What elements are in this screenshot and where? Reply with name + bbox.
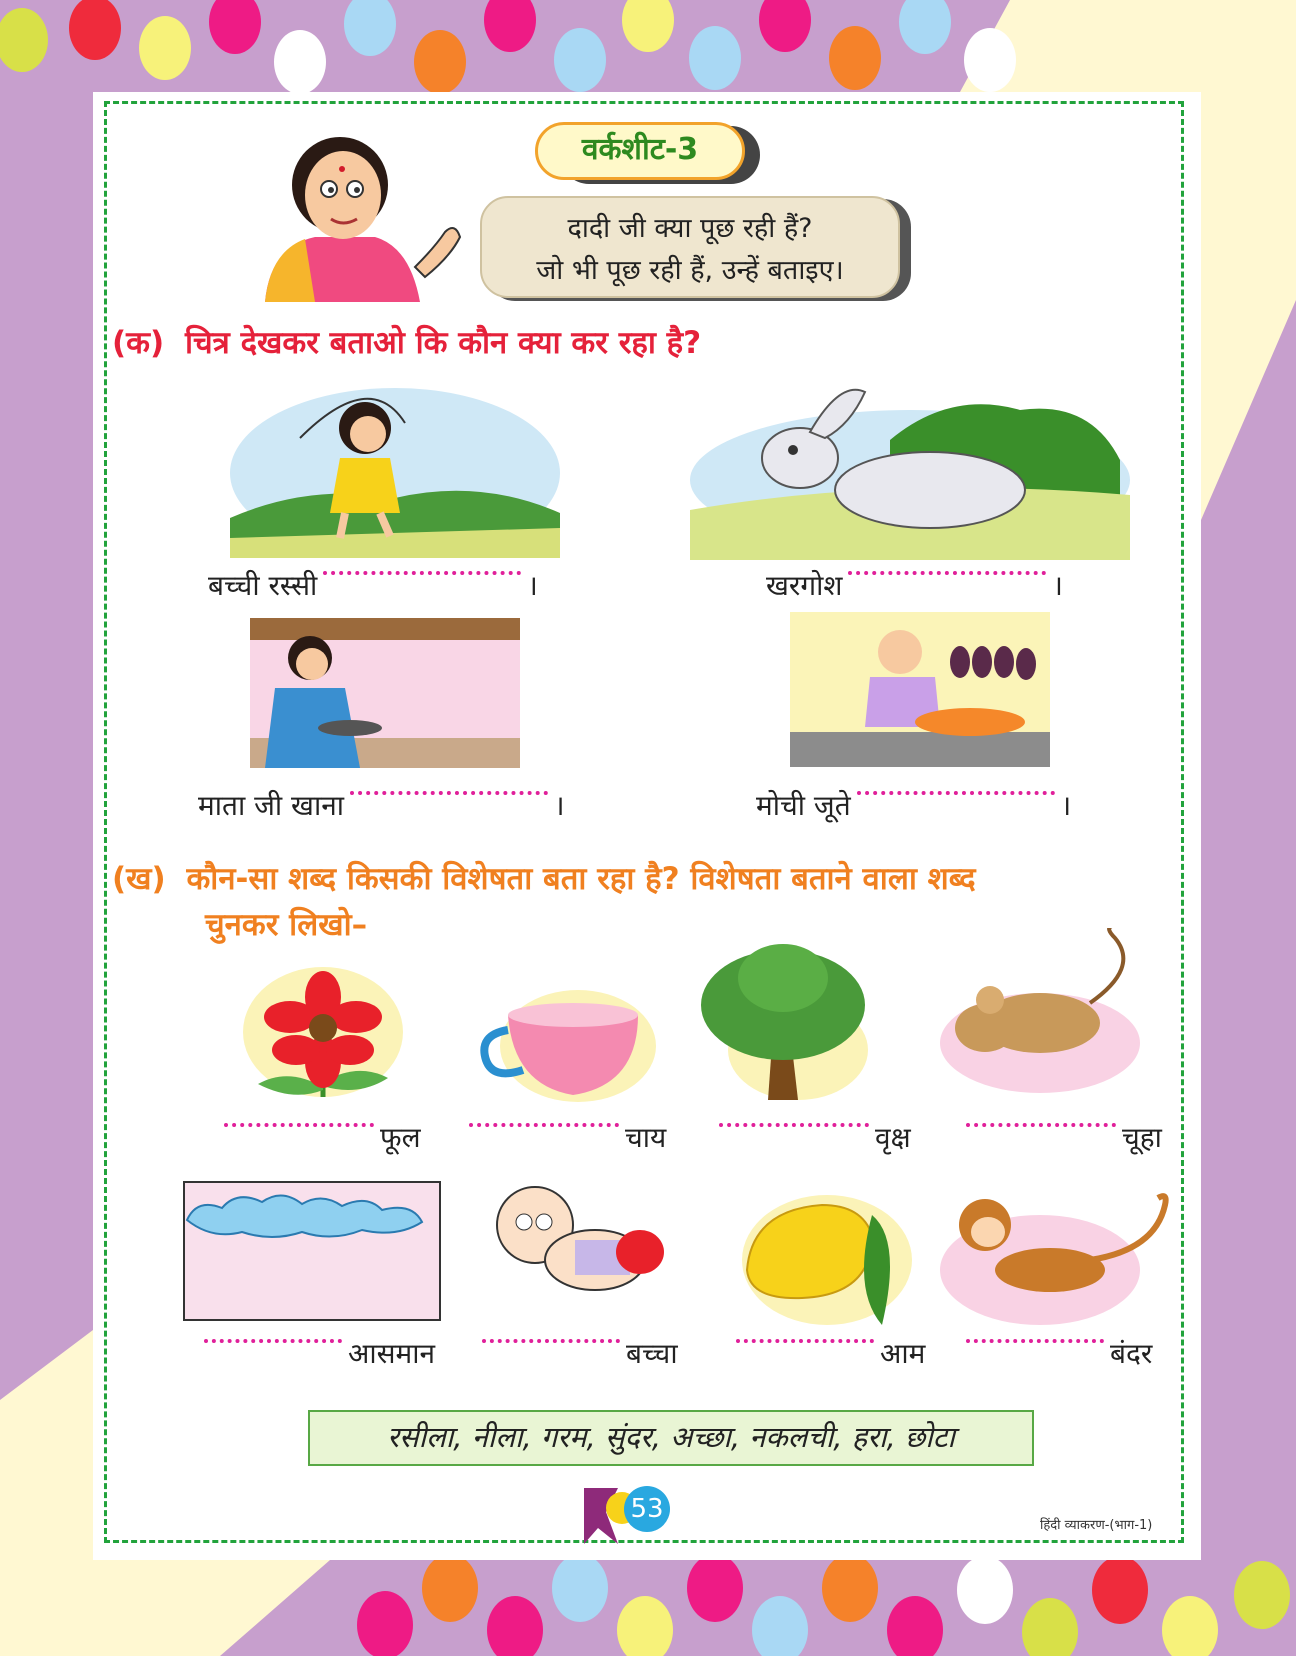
intro-line-2: जो भी पूछ रही हैं, उन्हें बताइए।: [536, 255, 844, 286]
label-mouse: चूहा: [1122, 1121, 1162, 1154]
cobbler-illustration: [790, 612, 1050, 767]
caption-girl-text: बच्ची रस्सी: [208, 569, 318, 602]
caption-rabbit: [766, 566, 1063, 604]
tea-cup-illustration: [478, 990, 656, 1102]
answer-blank-mango[interactable]: [736, 1339, 874, 1343]
answer-blank-flower[interactable]: [224, 1123, 374, 1127]
row1-item-mouse: [960, 1118, 1162, 1156]
row2-item-baby: [476, 1334, 678, 1372]
baby-illustration: [490, 1180, 665, 1325]
label-monkey: बंदर: [1110, 1337, 1153, 1370]
section-kh-label: (ख): [112, 861, 166, 897]
row1-item-tea: [463, 1118, 666, 1156]
intro-line-1: दादी जी क्या पूछ रही हैं?: [567, 213, 813, 244]
caption-mother-text: माता जी खाना: [198, 789, 344, 822]
answer-blank-cobbler[interactable]: [857, 791, 1055, 795]
label-mango: आम: [880, 1337, 926, 1370]
answer-blank-tea[interactable]: [469, 1123, 619, 1127]
mango-illustration: [732, 1190, 912, 1330]
answer-blank-tree[interactable]: [719, 1123, 869, 1127]
section-k-question: चित्र देखकर बताओ कि कौन क्या कर रहा है?: [184, 325, 702, 361]
mother-cooking-illustration: [250, 618, 520, 768]
answer-blank-girl[interactable]: [323, 571, 521, 575]
sky-illustration: [182, 1180, 442, 1322]
answer-blank-sky[interactable]: [204, 1339, 342, 1343]
section-k-heading: [112, 321, 701, 363]
label-baby: बच्चा: [626, 1337, 678, 1370]
answer-blank-monkey[interactable]: [966, 1339, 1104, 1343]
section-k-label: (क): [112, 325, 165, 361]
girl-skipping-illustration: [230, 378, 560, 558]
page-number: 53: [624, 1486, 670, 1532]
caption-girl: [208, 566, 538, 604]
danda: ।: [1052, 569, 1064, 602]
danda: ।: [1060, 789, 1072, 822]
word-bank: रसीला, नीला, गरम, सुंदर, अच्छा, नकलची, हरा, छोटा: [308, 1410, 1034, 1466]
grandmother-illustration: [245, 127, 475, 307]
row2-item-sky: [198, 1334, 435, 1372]
answer-blank-mouse[interactable]: [966, 1123, 1116, 1127]
flower-illustration: [238, 962, 408, 1102]
row2-item-mango: [730, 1334, 925, 1372]
label-sky: आसमान: [348, 1337, 436, 1370]
row1-item-tree: [713, 1118, 911, 1156]
label-flower: फूल: [380, 1121, 421, 1154]
danda: ।: [554, 789, 565, 822]
row2-item-monkey: [960, 1334, 1152, 1372]
caption-cobbler: [756, 786, 1071, 824]
danda: ।: [527, 569, 538, 602]
speech-bubble: [480, 196, 900, 298]
row1-item-flower: [218, 1118, 421, 1156]
answer-blank-baby[interactable]: [482, 1339, 620, 1343]
answer-blank-rabbit[interactable]: [848, 571, 1046, 575]
caption-rabbit-text: खरगोश: [766, 569, 843, 602]
section-kh-question-line1: कौन-सा शब्द किसकी विशेषता बता रहा है? विशेषता बताने वाला शब्द: [186, 861, 976, 897]
mouse-illustration: [940, 928, 1150, 1098]
book-footer: हिंदी व्याकरण-(भाग-1): [1040, 1518, 1153, 1533]
section-kh-question-line2: चुनकर लिखो–: [205, 907, 368, 943]
tree-illustration: [698, 940, 868, 1105]
caption-cobbler-text: मोची जूते: [756, 789, 851, 822]
monkey-illustration: [940, 1190, 1180, 1330]
label-tea: चाय: [625, 1121, 667, 1154]
section-kh-heading: [112, 853, 976, 905]
rabbit-illustration: [690, 380, 1130, 560]
answer-blank-mother[interactable]: [350, 791, 548, 795]
caption-mother: [198, 786, 565, 824]
label-tree: वृक्ष: [875, 1121, 911, 1154]
worksheet-title: वर्कशीट-3: [535, 122, 745, 180]
